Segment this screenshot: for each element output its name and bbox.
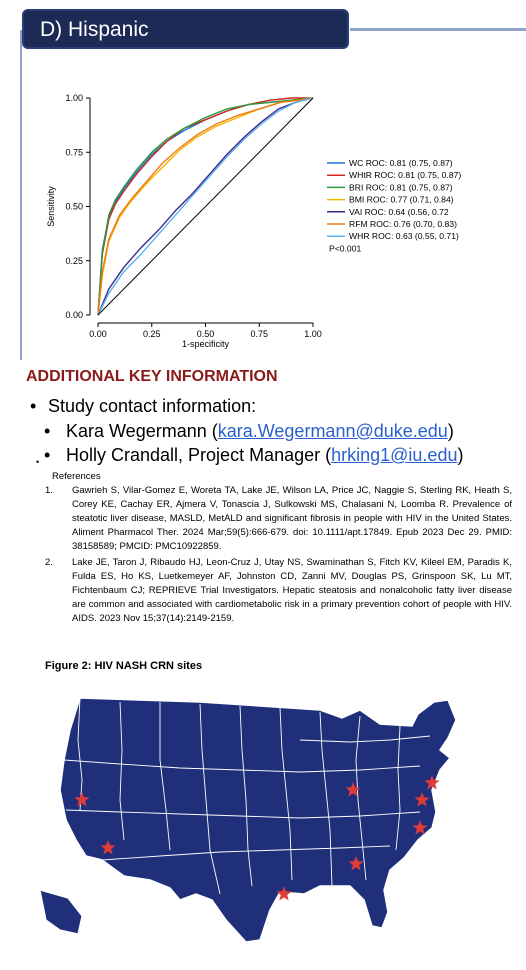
alaska-shape [40, 890, 82, 934]
bullet-marker: • [44, 445, 51, 465]
reference-number: 1. [45, 485, 53, 496]
roc-chart-svg [22, 50, 526, 360]
legend-entry: RFM ROC: 0.76 (0.70, 0.83) [349, 219, 457, 229]
contact-holly [66, 445, 463, 466]
x-tick-label: 0.75 [250, 329, 269, 339]
roc-chart [22, 50, 526, 360]
reference-item [45, 556, 515, 626]
x-tick-label: 0.25 [142, 329, 161, 339]
y-axis-label: Sensitivity [46, 186, 56, 227]
header-rule [350, 28, 526, 31]
reference-item [45, 484, 515, 554]
figure2-caption: Figure 2: HIV NASH CRN sites [45, 660, 203, 672]
bullet-marker: • [44, 421, 51, 441]
x-axis-label: 1-specificity [181, 339, 230, 349]
legend-entry: WHR ROC: 0.63 (0.55, 0.71) [349, 231, 459, 242]
reference-text: Gawrieh S, Vilar-Gomez E, Woreta TA, Lake JE, Wilson LA, Price JC, Naggie S, Sterling RK, Heath S, Corey KE, Cachay ER, Ajmera V, Tonascia J, Sulkowski MS, Chalasani N, Loomba R. Prevalence of steatotic liver disease, MASLD, MetALD and significant fibrosis in people with HIV in the United States. Aliment Pharmacol Ther. 2024 Mar;59(5):666-679. doi: 10.1111/apt.17849. Epub 2023 Dec 29. PMID: 38158589; PMCID: PMC10922859. [72, 485, 512, 552]
contact-holly-email-link[interactable]: hrking1@iu.edu [331, 445, 458, 465]
contact-info-label: Study contact information: [48, 396, 257, 416]
y-tick-label: 1.00 [65, 93, 83, 103]
legend-entry: WHtR ROC: 0.81 (0.75, 0.87) [349, 170, 462, 181]
y-tick-label: 0.50 [65, 201, 83, 212]
y-tick-label: 0.75 [65, 147, 83, 158]
x-tick-label: 1.00 [304, 329, 322, 339]
legend-entry: VAI ROC: 0.64 (0.56, 0.72 [349, 206, 449, 217]
contact-kara-email-link[interactable]: kara.Wegermann@duke.edu [217, 421, 448, 441]
references-heading: References [52, 471, 101, 482]
section-header-title: D) Hispanic [40, 18, 149, 41]
us-map [20, 680, 500, 965]
bullet-marker: • [30, 396, 37, 416]
contact-kara [66, 421, 454, 442]
legend-entry: BMI ROC: 0.77 (0.71, 0.84) [349, 194, 454, 205]
bullet-marker: • [36, 457, 40, 467]
us-map-svg [20, 680, 500, 965]
contact-holly-name: Holly Crandall, Project Manager ( [66, 445, 332, 465]
reference-text: Lake JE, Taron J, Ribaudo HJ, Leon-Cruz J, Utay NS, Swaminathan S, Fitch KV, Kileel EM, Paradis K, Fulda ES, Ho KS, Luetkemeyer AF, Johnston CD, Zanni MV, Douglas PS, Grinspoon SK, Lu MT, Fichtenbaum CJ; REPRIEVE Trial Investigators. Hepatic steatosis and nonalcoholic fatty liver disease are common and associated with cardiometabolic risk in a primary prevention cohort of people with HIV. AIDS. 2023 Nov 15;37(14):2149-2159. [72, 557, 512, 624]
section-header [22, 9, 349, 49]
legend-entry: WC ROC: 0.81 (0.75, 0.87) [349, 158, 453, 168]
y-tick-label: 0.25 [65, 255, 83, 266]
additional-info-heading: ADDITIONAL KEY INFORMATION [26, 368, 278, 385]
x-tick-label: 0.00 [89, 329, 107, 339]
contact-kara-name: Kara Wegermann ( [66, 421, 218, 441]
y-tick-label: 0.00 [65, 310, 83, 320]
x-tick-label: 0.50 [196, 329, 215, 339]
p-value-annotation: P<0.001 [329, 243, 362, 254]
legend-entry: BRI ROC: 0.81 (0.75, 0.87) [349, 182, 453, 193]
us-map-shape [40, 698, 456, 942]
reference-number: 2. [45, 557, 53, 568]
contact-kara-close: ) [447, 421, 454, 441]
contact-holly-close: ) [457, 445, 464, 465]
